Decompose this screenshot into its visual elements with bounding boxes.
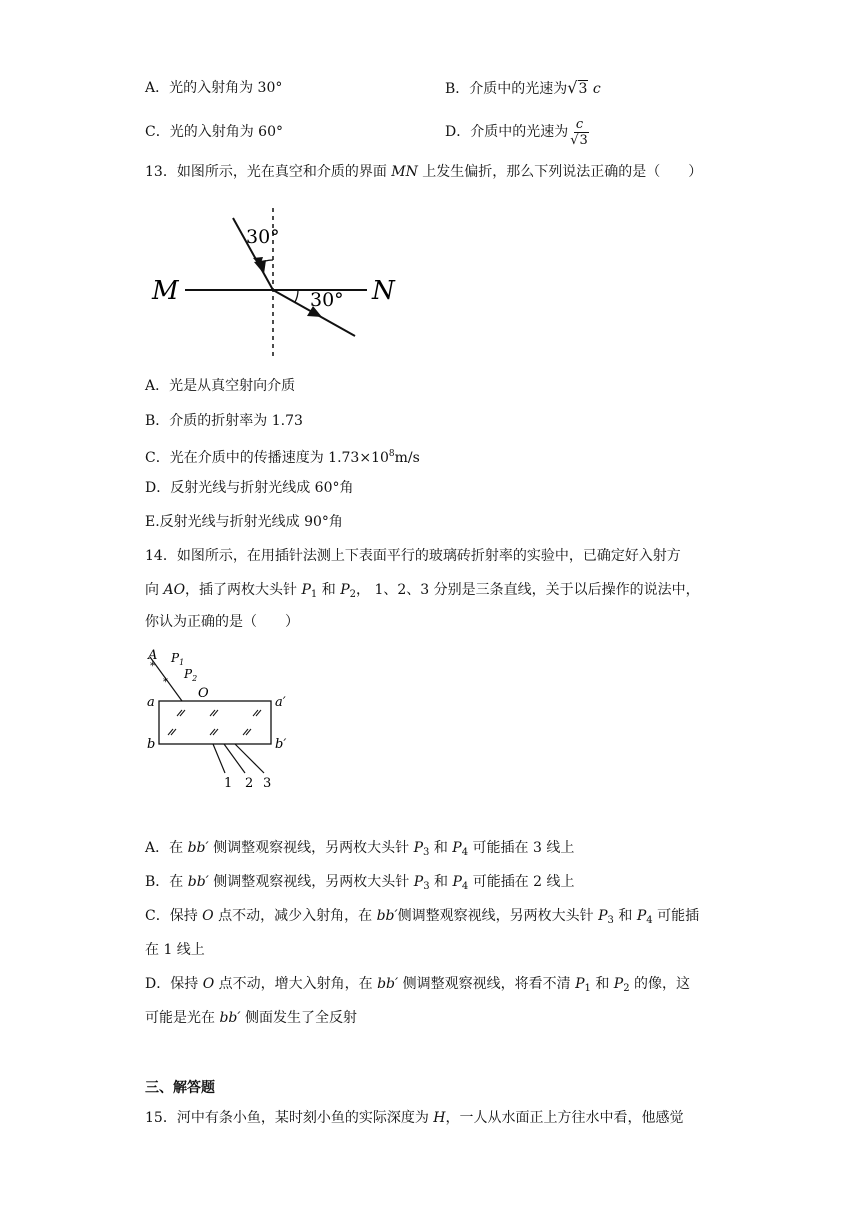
q12-option-b: B．介质中的光速为√3 c	[445, 78, 601, 97]
q14-option-a: A．在 bb′ 侧调整观察视线，另两枚大头针 $P_3$ 和 $P_4$ 可能插在 3 线上	[145, 840, 575, 858]
line-1	[213, 744, 225, 773]
label-a-prime: a′	[275, 695, 286, 710]
label-b-edge: b	[147, 737, 156, 752]
q14-option-d: D．保持 O 点不动，增大入射角，在 bb′ 侧调整观察视线，将看不清 $P_1$ 和 $P_2$ 的像，这	[145, 976, 691, 994]
q13-option-c: C．光在介质中的传播速度为 $1.73\times 10^8m/s$	[145, 449, 420, 466]
q14-option-c-cont: 在 1 线上	[145, 942, 205, 958]
q15-stem: 15．河中有条小鱼，某时刻小鱼的实际深度为 H，一人从水面正上方往水中看，他感觉	[145, 1110, 684, 1126]
q14-option-d-cont: 可能是光在 bb′ 侧面发生了全反射	[145, 1010, 358, 1026]
q13-refraction-figure	[140, 200, 410, 365]
sqrt-symbol: √3	[567, 78, 588, 97]
q13-option-d: D．反射光线与折射光线成 60°角	[145, 480, 354, 496]
angle-label-bottom: 30°	[310, 289, 344, 311]
q14-glass-brick-figure	[140, 645, 300, 795]
svg-text:P2	[183, 667, 197, 683]
fraction: $\frac{c}{√3}$	[570, 116, 588, 148]
label-a-point: A	[148, 648, 158, 663]
label-o: O	[198, 686, 209, 701]
line-2	[224, 744, 245, 773]
label-b-prime: b′	[275, 737, 287, 752]
label-p1-sub: 1	[179, 658, 185, 667]
svg-text:P1	[170, 651, 184, 667]
q13-option-b: B．介质的折射率为 1.73	[145, 413, 303, 429]
label-p2-sub: 2	[192, 674, 198, 683]
line-label-1: 1	[224, 776, 233, 791]
q12-option-a: A．光的入射角为 30°	[145, 80, 283, 96]
q14-option-b: B．在 bb′ 侧调整观察视线，另两枚大头针 $P_3$ 和 $P_4$ 可能插在 2 线上	[145, 874, 575, 892]
section-title: 三、解答题	[145, 1080, 215, 1096]
angle-arc-bottom	[295, 290, 298, 302]
q14-option-c: C．保持 O 点不动，减少入射角，在 bb′侧调整观察视线，另两枚大头针 $P_3$ 和 $P_4$ 可能插	[145, 908, 700, 926]
angle-label-top: 30°	[246, 226, 280, 248]
line-3	[235, 744, 264, 773]
label-a-edge: a	[147, 695, 155, 710]
q14-stem-line1: 14．如图所示，在用插针法测上下表面平行的玻璃砖折射率的实验中，已确定好入射方	[145, 548, 681, 564]
label-m: M	[152, 276, 179, 306]
q12-option-d: D．介质中的光速为 $\frac{c}{√3}$	[445, 116, 588, 148]
line-label-3: 3	[263, 776, 272, 791]
pin-mark-p2: *	[163, 677, 168, 688]
q14-stem-line2: 向 AO，插了两枚大头针 $P_1$ 和 $P_2$， 1、2、3 分别是三条直线，关于以后操作的说法中，	[145, 582, 700, 600]
line-label-2: 2	[245, 776, 254, 791]
label-p2: P	[184, 667, 193, 681]
q13-option-a: A．光是从真空射向介质	[145, 378, 296, 394]
glass-brick	[159, 701, 271, 744]
q13-option-e: E.反射光线与折射光线成 90°角	[145, 514, 343, 530]
q14-stem-line3: 你认为正确的是（ ）	[145, 614, 299, 630]
q13-stem: 13．如图所示，光在真空和介质的界面 MN 上发生偏折，那么下列说法正确的是（ ）	[145, 164, 703, 180]
label-n: N	[372, 276, 395, 306]
q12-option-c: C．光的入射角为 60°	[145, 124, 283, 140]
glass-hatch-marks	[168, 710, 261, 735]
pin-mark-p1: *	[150, 661, 155, 672]
label-p1: P	[171, 651, 180, 665]
